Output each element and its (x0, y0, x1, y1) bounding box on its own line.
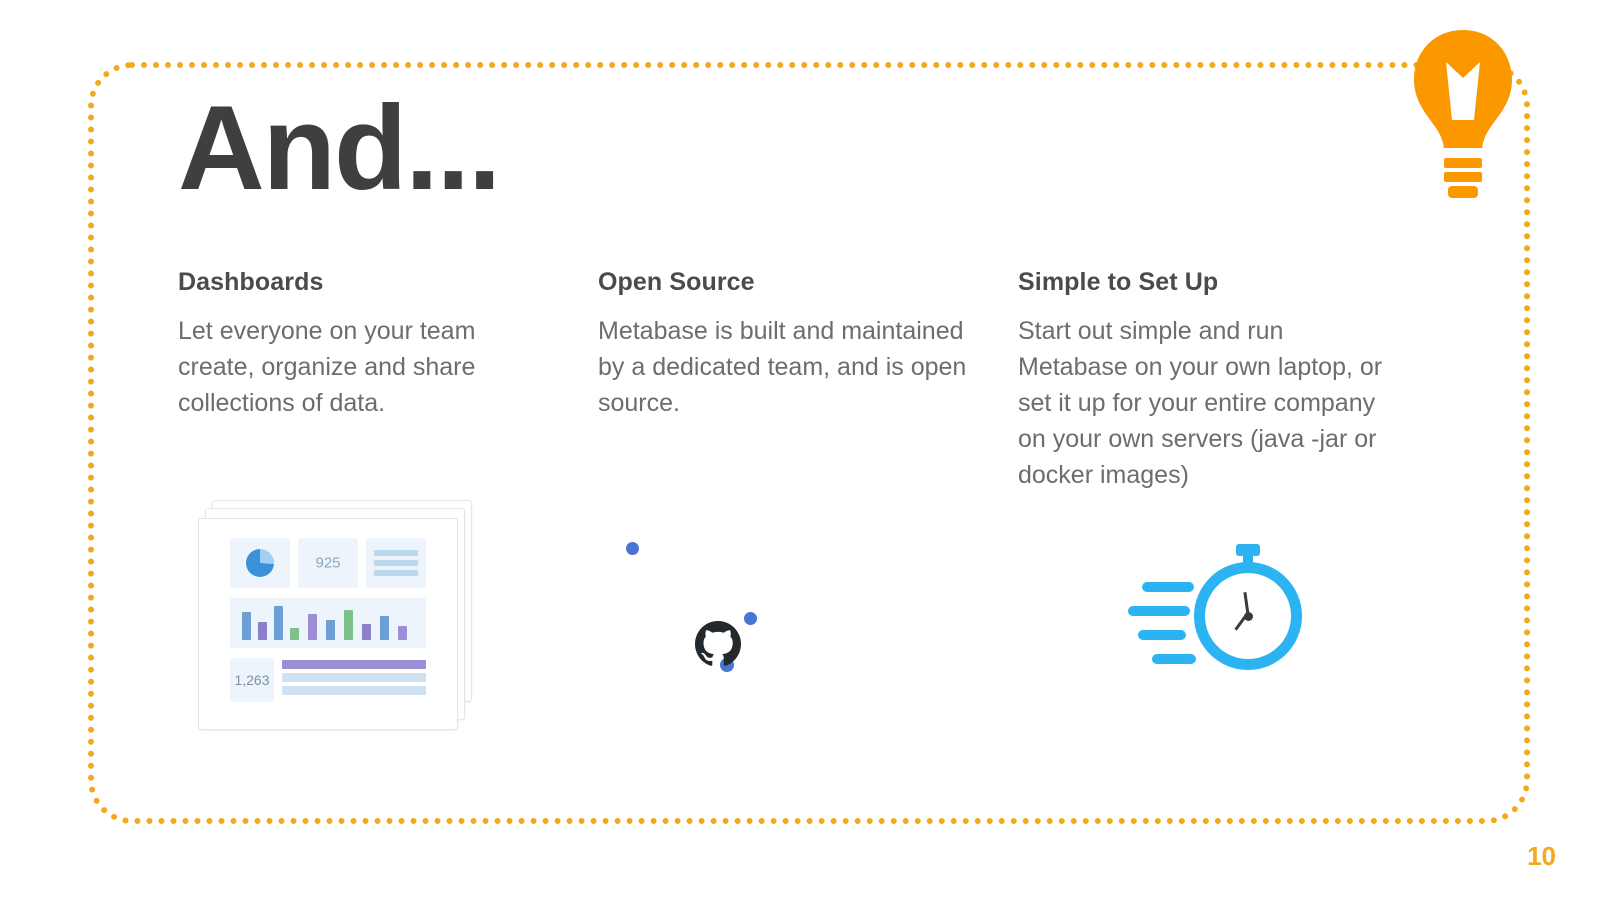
decorative-dot (626, 542, 639, 555)
speed-line (1142, 582, 1194, 592)
lines-tile (366, 538, 426, 588)
bar (326, 620, 335, 640)
stopwatch-hub (1244, 612, 1253, 621)
mini-line (374, 550, 418, 556)
metric-tile-bottom (230, 658, 274, 702)
speed-line (1152, 654, 1196, 664)
github-icon (694, 620, 742, 668)
illustration-row (178, 500, 1438, 760)
bar-chart-tile (230, 598, 426, 648)
table-rows-tile (282, 658, 426, 702)
bar (398, 626, 407, 640)
mini-line (374, 570, 418, 576)
pie-chart-tile (230, 538, 290, 588)
column-heading: Open Source (598, 268, 755, 296)
bar (344, 610, 353, 640)
bar (362, 624, 371, 640)
github-octocat-illustration (598, 500, 898, 760)
column-body: Let everyone on your team create, organize and share collections of data. (178, 317, 476, 417)
column-body: Start out simple and run Metabase on your own laptop, or set it up for your entire company on your own servers (java -jar or docker images) (1018, 317, 1383, 489)
feature-column-open-source (598, 268, 1018, 493)
bar (258, 622, 267, 640)
row-line (282, 660, 426, 669)
mini-line (374, 560, 418, 566)
stopwatch-icon (1108, 500, 1408, 740)
column-heading: Simple to Set Up (1018, 268, 1219, 296)
metric-value: 1,263 (234, 672, 270, 688)
bar (308, 614, 317, 640)
feature-column-simple-to-set-up (1018, 268, 1438, 493)
decorative-dot (744, 612, 757, 625)
row-line (282, 673, 426, 682)
speed-line (1138, 630, 1186, 640)
stopwatch-illustration (1108, 500, 1408, 760)
feature-column-dashboards (178, 268, 598, 493)
dashboard-stack-illustration (198, 500, 498, 760)
pie-chart-icon (246, 549, 274, 577)
bar (290, 628, 299, 640)
column-heading: Dashboards (178, 268, 324, 296)
metric-tile-top (298, 538, 358, 588)
bar (242, 612, 251, 640)
page-number: 10 (1527, 841, 1556, 871)
row-line (282, 686, 426, 695)
column-body: Metabase is built and maintained by a dedicated team, and is open source. (598, 317, 967, 417)
page-title: And... (178, 81, 500, 215)
lightbulb-icon (1408, 28, 1518, 208)
bar (380, 616, 389, 640)
feature-columns (178, 268, 1438, 493)
speed-line (1128, 606, 1190, 616)
metric-value: 925 (315, 554, 341, 572)
bar (274, 606, 283, 640)
